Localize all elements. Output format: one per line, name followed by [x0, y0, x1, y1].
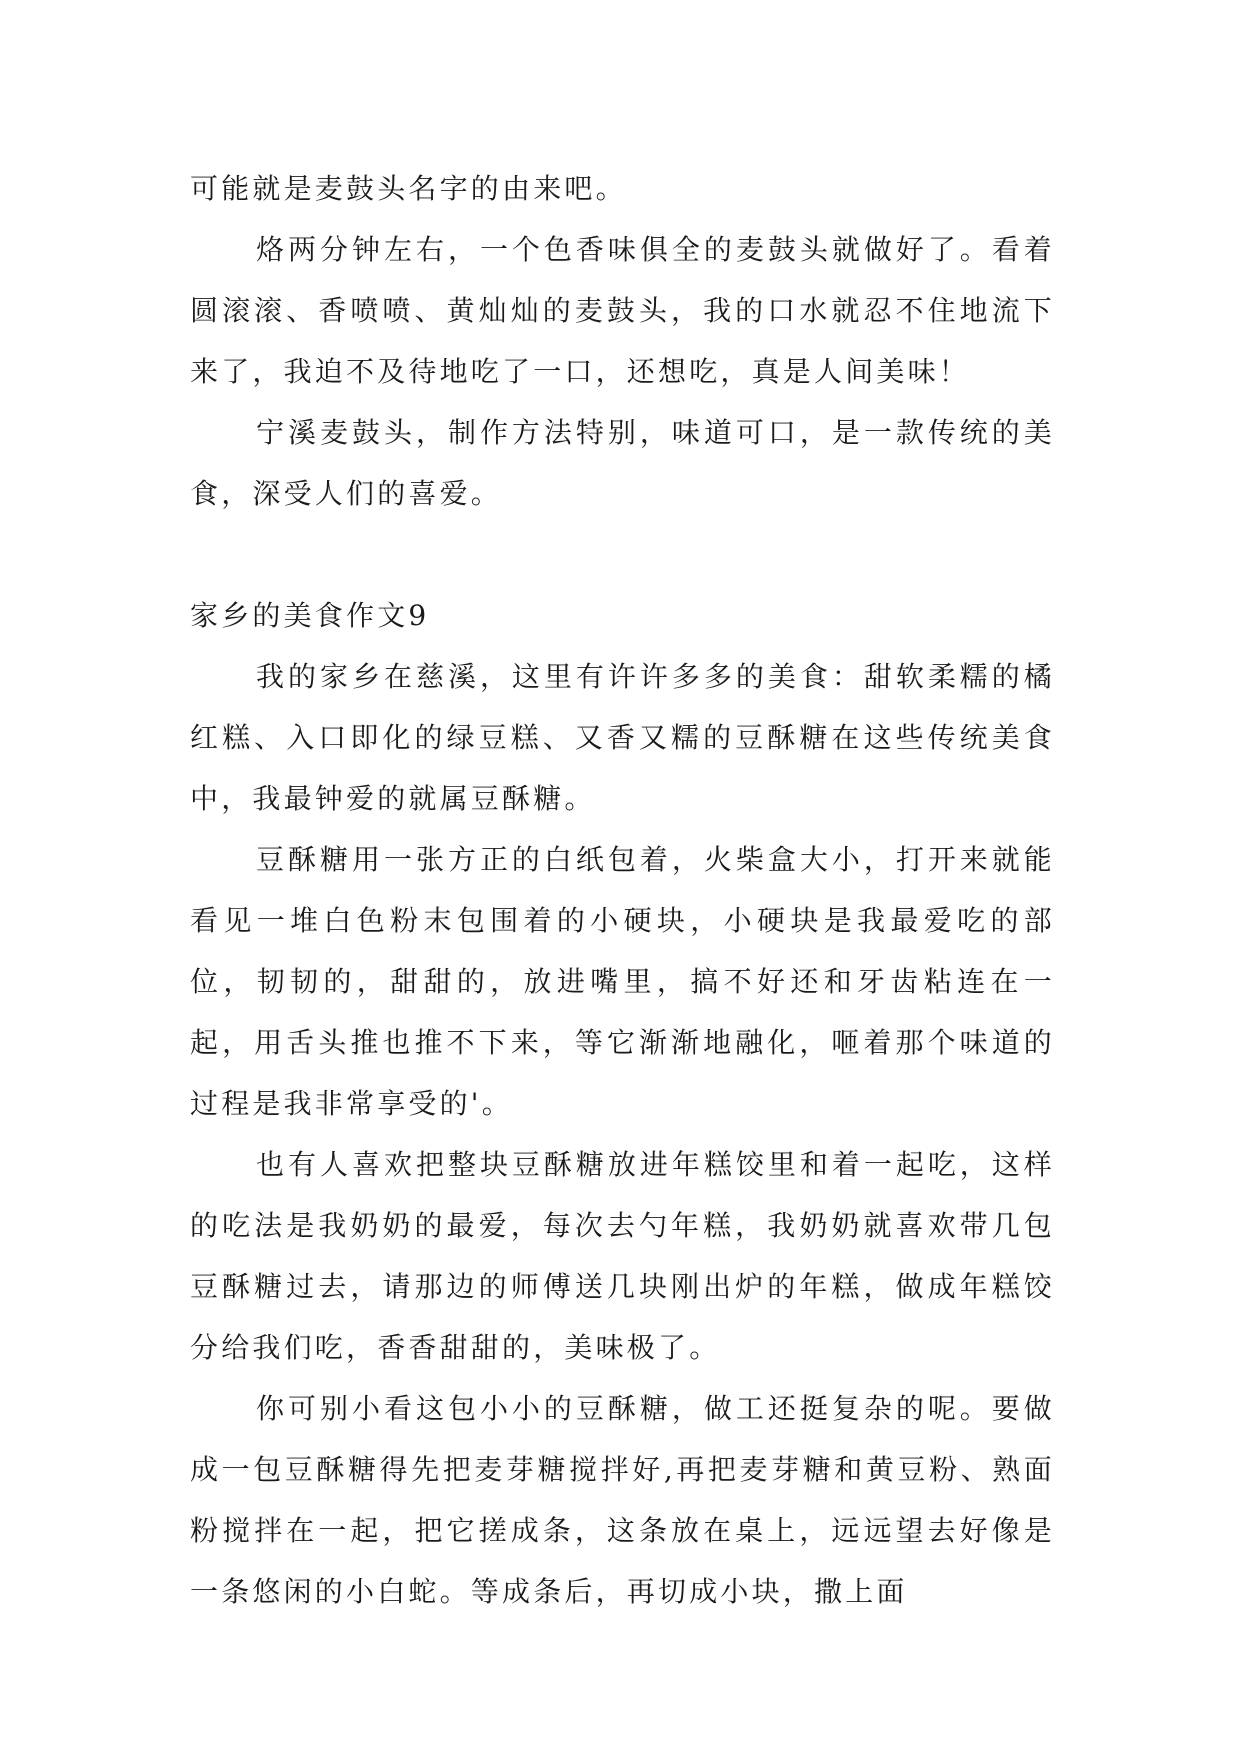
paragraph-4: 我的家乡在慈溪，这里有许许多多的美食：甜软柔糯的橘红糕、入口即化的绿豆糕、又香又糯的豆酥糖在这些传统美食中，我最钟爱的就属豆酥糖。 [190, 660, 1055, 815]
paragraph-1: 可能就是麦鼓头名字的由来吧。 [190, 172, 627, 205]
section-title: 家乡的美食作文9 [190, 599, 430, 632]
paragraph-3: 宁溪麦鼓头，制作方法特别，味道可口，是一款传统的美食，深受人们的喜爱。 [190, 416, 1055, 510]
paragraph-7: 你可别小看这包小小的豆酥糖，做工还挺复杂的呢。要做成一包豆酥糖得先把麦芽糖搅拌好,再把麦芽糖和黄豆粉、熟面粉搅拌在一起，把它搓成条，这条放在桌上，远远望去好像是一条悠闲的小白蛇。等成条后，再切成小块，撒上面 [190, 1392, 1055, 1608]
paragraph-6: 也有人喜欢把整块豆酥糖放进年糕饺里和着一起吃，这样的吃法是我奶奶的最爱，每次去勺年糕，我奶奶就喜欢带几包豆酥糖过去，请那边的师傅送几块刚出炉的年糕，做成年糕饺分给我们吃，香香甜甜的，美味极了。 [190, 1148, 1055, 1364]
paragraph-2: 烙两分钟左右，一个色香味俱全的麦鼓头就做好了。看着圆滚滚、香喷喷、黄灿灿的麦鼓头，我的口水就忍不住地流下来了，我迫不及待地吃了一口，还想吃，真是人间美味！ [190, 233, 1055, 388]
paragraph-5: 豆酥糖用一张方正的白纸包着，火柴盒大小，打开来就能看见一堆白色粉末包围着的小硬块，小硬块是我最爱吃的部位，韧韧的，甜甜的，放进嘴里，搞不好还和牙齿粘连在一起，用舌头推也推不下来，等它渐渐地融化，咂着那个味道的过程是我非常享受的'。 [190, 843, 1055, 1120]
document-body [190, 158, 1055, 1622]
